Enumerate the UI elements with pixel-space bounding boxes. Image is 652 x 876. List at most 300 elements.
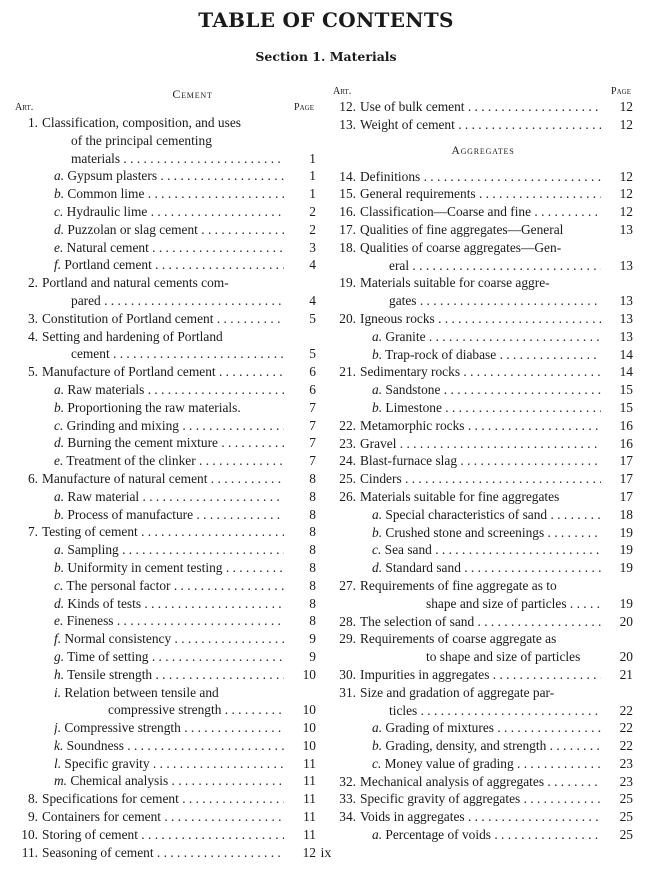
leader-dots (193, 507, 284, 522)
entry-number: 5. (27, 364, 38, 380)
sub-item-letter: a. (372, 382, 383, 398)
entry-title (42, 274, 284, 292)
sub-item-letter: g. (54, 648, 65, 664)
toc-entry (333, 488, 633, 506)
entry-number: 12. (339, 99, 356, 114)
leader-dots (101, 293, 284, 308)
entry-title-text: to shape and size of particles (426, 649, 581, 665)
entry-title-text: Use of bulk cement (360, 99, 465, 114)
leader-dots (546, 738, 601, 753)
sub-item-letter: a. (372, 720, 383, 736)
entry-title-text: of the principal cementing (71, 132, 212, 148)
leader-dots (152, 257, 284, 272)
entry-title-text: eral (389, 257, 410, 273)
entry-title (372, 346, 601, 364)
leader-dots (124, 738, 284, 753)
entry-title-text: a. Raw material (54, 488, 140, 504)
entry-title-text: Specifications for cement (42, 791, 179, 807)
leader-dots (514, 756, 601, 771)
entry-number: 16. (339, 204, 356, 220)
toc-entry (333, 221, 633, 239)
leader-dots (152, 667, 284, 682)
entry-title-text: a. Sampling (54, 542, 119, 558)
sub-item-letter: a. (54, 168, 65, 184)
toc-entry (333, 435, 633, 453)
toc-entry (333, 826, 633, 844)
entry-title-text: Igneous rocks (360, 310, 435, 326)
toc-entry (333, 613, 633, 631)
leader-dots (476, 186, 601, 201)
entry-title-text: ticles (389, 702, 418, 718)
entry-number: 3. (27, 310, 38, 326)
entry-page: 15 (619, 382, 633, 398)
entry-number: 24. (339, 453, 356, 469)
leader-dots (491, 827, 601, 842)
entry-title-text: c. The personal factor (54, 577, 171, 593)
leader-dots (149, 649, 285, 664)
entry-number: 22. (339, 417, 356, 433)
entry-title (42, 808, 284, 826)
entry-number: 31. (339, 684, 356, 700)
toc-entry (333, 773, 633, 791)
entry-title-text: pared (71, 292, 101, 308)
toc-entry (15, 701, 316, 719)
entry-number: 33. (339, 791, 356, 807)
entry-title-text: e. Fineness (54, 613, 114, 629)
entry-title-text: The selection of sand (360, 613, 475, 629)
toc-entry (333, 417, 633, 435)
entry-page: 10 (302, 702, 316, 718)
entry-title-text: a. Raw materials (54, 381, 145, 397)
cement-heading (69, 86, 316, 102)
entry-title-text: l. Specific gravity (54, 755, 150, 771)
toc-entry (15, 470, 316, 488)
toc-entry (333, 310, 633, 328)
toc-entry (333, 808, 633, 826)
toc-entry (333, 328, 633, 346)
left-entries (15, 114, 316, 861)
entry-title (54, 256, 284, 274)
entry-number: 20. (339, 310, 356, 326)
entry-title (54, 612, 284, 630)
entry-title (372, 328, 601, 346)
leader-dots (120, 151, 284, 166)
page-label: Page (294, 102, 314, 113)
entry-title-text: Impurities in aggregates (360, 666, 490, 682)
sub-item-letter: f. (54, 631, 62, 647)
entry-page: 11 (303, 826, 316, 842)
leader-dots (110, 346, 284, 361)
aggregates-heading-text: Aggregates (451, 144, 515, 157)
toc-entry (15, 328, 316, 346)
leader-dots (544, 525, 601, 540)
toc-entry (15, 808, 316, 826)
entry-title-text: Sedimentary rocks (360, 364, 461, 380)
entry-page: 22 (619, 720, 633, 736)
sub-item-letter: b. (54, 559, 65, 575)
entry-title (360, 684, 601, 702)
entry-page: 19 (619, 560, 633, 576)
entry-title (372, 755, 601, 773)
entry-number: 10. (21, 826, 38, 842)
entry-page: 25 (619, 827, 633, 843)
toc-entry (333, 98, 633, 116)
page-title: TABLE OF CONTENTS (198, 8, 454, 32)
sub-item-letter: j. (54, 720, 62, 736)
entry-title (360, 417, 601, 435)
sub-item-letter: d. (372, 560, 383, 576)
entry-page: 4 (309, 292, 316, 308)
sub-item-letter: a. (54, 488, 65, 504)
sub-item-letter: c. (54, 577, 64, 593)
entry-title-text: b. Trap-rock of diabase (372, 346, 497, 362)
entry-title (54, 399, 284, 417)
toc-entry (333, 737, 633, 755)
sub-item-letter: l. (54, 755, 62, 771)
sub-item-letter: b. (54, 186, 65, 202)
entry-title (372, 399, 601, 417)
sub-item-letter: c. (372, 755, 382, 771)
leader-dots (442, 400, 601, 415)
entry-title (54, 630, 284, 648)
toc-entry (333, 719, 633, 737)
entry-page: 18 (619, 506, 633, 522)
aggregates-heading (333, 134, 633, 168)
entry-title (360, 221, 601, 239)
entry-title (54, 595, 284, 613)
entry-page: 13 (619, 310, 633, 326)
entry-title (54, 541, 284, 559)
sub-item-letter: f. (54, 257, 62, 273)
entry-page: 13 (619, 221, 633, 237)
entry-number: 7. (27, 524, 38, 540)
entry-page: 6 (309, 381, 316, 397)
entry-page: 17 (619, 488, 633, 504)
entry-title (372, 826, 601, 844)
toc-entry (333, 185, 633, 203)
entry-page: 19 (619, 542, 633, 558)
sub-item-letter: a. (54, 381, 65, 397)
toc-entry (15, 221, 316, 239)
toc-entry (333, 470, 633, 488)
entry-title-text: b. Common lime (54, 186, 145, 202)
toc-entry (15, 541, 316, 559)
entry-title (360, 435, 601, 453)
toc-entry (15, 417, 316, 435)
entry-title (360, 773, 601, 791)
sub-item-letter: c. (54, 417, 64, 433)
toc-entry (15, 595, 316, 613)
sub-item-letter: c. (372, 542, 382, 558)
entry-title (389, 257, 601, 275)
entry-number: 19. (339, 275, 356, 291)
entry-page: 7 (309, 399, 316, 415)
entry-page: 8 (309, 559, 316, 575)
entry-number: 28. (339, 613, 356, 629)
entry-number: 15. (339, 186, 356, 202)
entry-title (360, 666, 601, 684)
entry-title-text: Mechanical analysis of aggregates (360, 773, 545, 789)
toc-entry (15, 826, 316, 844)
leader-dots (547, 507, 601, 522)
right-column (333, 86, 633, 844)
entry-page: 5 (309, 346, 316, 362)
entry-page: 9 (309, 631, 316, 647)
entry-title (360, 185, 601, 203)
entry-number: 34. (339, 809, 356, 825)
entry-title-text: compressive strength (108, 702, 222, 718)
toc-entry (333, 577, 633, 595)
entry-title (54, 506, 284, 524)
entry-page: 20 (619, 649, 633, 665)
entry-title-text: Size and gradation of aggregate par- (360, 684, 555, 700)
toc-entry (15, 150, 316, 168)
entry-page: 1 (309, 186, 316, 202)
leader-dots (496, 347, 601, 362)
entry-number: 18. (339, 239, 356, 255)
toc-entry (333, 541, 633, 559)
entry-page: 8 (309, 595, 316, 611)
entry-page: 4 (309, 257, 316, 273)
entry-page: 6 (309, 364, 316, 380)
toc-entry (15, 167, 316, 185)
entry-title (42, 310, 284, 328)
sub-item-letter: b. (372, 524, 383, 540)
entry-title-text: Setting and hardening of Portland (42, 328, 223, 344)
entry-title-text: General requirements (360, 186, 476, 202)
entry-title (426, 595, 601, 613)
section-heading: Section 1. Materials (255, 49, 397, 64)
toc-entry (333, 116, 633, 134)
toc-entry (333, 346, 633, 364)
entry-title (360, 577, 601, 595)
entry-title-text: Constitution of Portland cement (42, 310, 214, 326)
leader-dots (171, 578, 284, 593)
toc-entry (333, 452, 633, 470)
entry-page: 16 (619, 435, 633, 451)
leader-dots (221, 702, 284, 717)
entry-title (389, 702, 601, 720)
leader-dots (141, 596, 284, 611)
toc-entry (15, 310, 316, 328)
entry-title-text: i. Relation between tensile and (54, 684, 219, 700)
entry-page: 12 (619, 204, 633, 220)
entry-title-text: Metamorphic rocks (360, 417, 465, 433)
leader-dots (457, 453, 601, 468)
entry-page: 5 (309, 310, 316, 326)
entry-page: 25 (619, 791, 633, 807)
entry-title-text: shape and size of particles (426, 595, 567, 611)
entry-page: 15 (619, 399, 633, 415)
toc-entry (15, 132, 316, 150)
entry-title-text: Cinders (360, 471, 402, 487)
leader-dots (157, 168, 284, 183)
entry-title-text: a. Grading of mixtures (372, 720, 494, 736)
leader-dots (179, 791, 284, 806)
toc-entry (333, 666, 633, 684)
entry-number: 14. (339, 168, 356, 184)
entry-page: 12 (619, 99, 633, 114)
entry-title-text: a. Special characteristics of sand (372, 506, 548, 522)
entry-title (71, 132, 284, 150)
entry-title (54, 434, 284, 452)
toc-entry (15, 239, 316, 257)
entry-title (372, 719, 601, 737)
toc-entry (333, 292, 633, 310)
entry-title-text: d. Burning the cement mixture (54, 435, 218, 451)
entry-title (42, 470, 284, 488)
entry-title-text: Definitions (360, 168, 421, 184)
entry-title (54, 452, 284, 470)
toc-entry (15, 274, 316, 292)
entry-title-text: Qualities of fine aggregates—General (360, 221, 564, 237)
toc-entry (333, 506, 633, 524)
entry-title (360, 470, 601, 488)
leader-dots (179, 418, 284, 433)
entry-page: 13 (619, 328, 633, 344)
entry-page: 10 (302, 720, 316, 736)
entry-page: 13 (619, 257, 633, 273)
toc-entry (15, 523, 316, 541)
entry-title-text: g. Time of setting (54, 648, 149, 664)
toc-entry (15, 114, 316, 132)
leader-dots (455, 117, 601, 132)
entry-page: 2 (309, 221, 316, 237)
entry-page: 11 (303, 791, 316, 807)
entry-title-text: j. Compressive strength (54, 720, 181, 736)
entry-number: 23. (339, 435, 356, 451)
entry-page: 8 (309, 506, 316, 522)
entry-page: 1 (309, 168, 316, 184)
entry-page: 11 (303, 773, 316, 789)
toc-entry (15, 292, 316, 310)
entry-page: 2 (309, 203, 316, 219)
entry-title-text: b. Proportioning the raw materials. (54, 399, 241, 415)
entry-number: 32. (339, 773, 356, 789)
entry-title-text: a. Gypsum plasters (54, 168, 158, 184)
entry-page: 12 (619, 116, 633, 132)
entry-title (360, 310, 601, 328)
entry-page: 8 (309, 488, 316, 504)
entry-number: 26. (339, 488, 356, 504)
leader-dots (417, 293, 601, 308)
leader-dots (474, 614, 601, 629)
entry-title-text: cement (71, 346, 110, 362)
entry-title-text: k. Soundness (54, 737, 124, 753)
entry-page: 20 (619, 613, 633, 629)
entry-title (372, 541, 601, 559)
entry-page: 19 (619, 524, 633, 540)
entry-title (71, 345, 284, 363)
art-label: Art. (333, 86, 352, 97)
left-column-labels (15, 102, 316, 114)
entry-page: 12 (619, 168, 633, 184)
entry-title (360, 488, 601, 506)
entry-title (54, 648, 284, 666)
entry-title-text: e. Treatment of the clinker (54, 453, 196, 469)
entry-title (54, 203, 284, 221)
entry-title-text: d. Standard sand (372, 560, 461, 576)
entry-page: 11 (303, 809, 316, 825)
toc-entry (333, 524, 633, 542)
leader-dots (440, 382, 601, 397)
entry-title-text: Containers for cement (42, 809, 161, 825)
entry-title (42, 790, 284, 808)
entry-page: 12 (619, 186, 633, 202)
entry-page: 17 (619, 453, 633, 469)
art-label: Art. (15, 102, 34, 113)
entry-title (54, 737, 284, 755)
toc-entry (15, 612, 316, 630)
entry-title-text: b. Uniformity in cement testing (54, 559, 223, 575)
right-entries (333, 168, 633, 844)
entry-title (426, 648, 601, 666)
entry-title (360, 808, 601, 826)
entry-title (54, 772, 284, 790)
entry-title-text: Voids in aggregates (360, 809, 465, 825)
entry-title-text: c. Hydraulic lime (54, 203, 148, 219)
entry-title (372, 506, 601, 524)
toc-entry (15, 648, 316, 666)
leader-dots (420, 169, 601, 184)
sub-item-letter: b. (372, 399, 383, 415)
entry-title-text: Classification, composition, and uses (42, 115, 241, 130)
toc-entry (15, 363, 316, 381)
toc-entry (333, 257, 633, 275)
entry-title (360, 452, 601, 470)
leader-dots (144, 382, 284, 397)
sub-item-letter: b. (54, 506, 65, 522)
sub-item-letter: d. (54, 435, 65, 451)
entry-number: 17. (339, 221, 356, 237)
leader-dots (544, 774, 601, 789)
leader-dots (432, 542, 601, 557)
entry-title (360, 790, 601, 808)
toc-entry (333, 755, 633, 773)
entry-title (360, 630, 601, 648)
entry-number: 13. (339, 116, 356, 132)
toc-entry (333, 684, 633, 702)
leader-dots (181, 720, 284, 735)
toc-entry (333, 381, 633, 399)
entry-title-text: e. Natural cement (54, 239, 149, 255)
entry-page: 23 (619, 755, 633, 771)
entry-title (54, 577, 284, 595)
entry-title (389, 292, 601, 310)
toc-entry (333, 559, 633, 577)
leader-dots (138, 827, 284, 842)
toc-entry (15, 559, 316, 577)
toc-entry (333, 203, 633, 221)
sub-item-letter: e. (54, 613, 64, 629)
toc-entry (333, 595, 633, 613)
entry-title-text: c. Money value of grading (372, 755, 514, 771)
toc-entry (333, 274, 633, 292)
toc-entry (333, 239, 633, 257)
right-top-entries (333, 98, 633, 134)
sub-item-letter: a. (372, 328, 383, 344)
leader-dots (114, 613, 284, 628)
entry-page: 14 (619, 364, 633, 380)
entry-title (360, 116, 601, 134)
sub-item-letter: d. (54, 595, 65, 611)
toc-entry (15, 790, 316, 808)
right-column-labels (333, 86, 633, 98)
sub-item-letter: a. (372, 506, 383, 522)
cement-heading-text: Cement (172, 87, 213, 101)
entry-number: 9. (27, 809, 38, 825)
leader-dots (171, 631, 284, 646)
